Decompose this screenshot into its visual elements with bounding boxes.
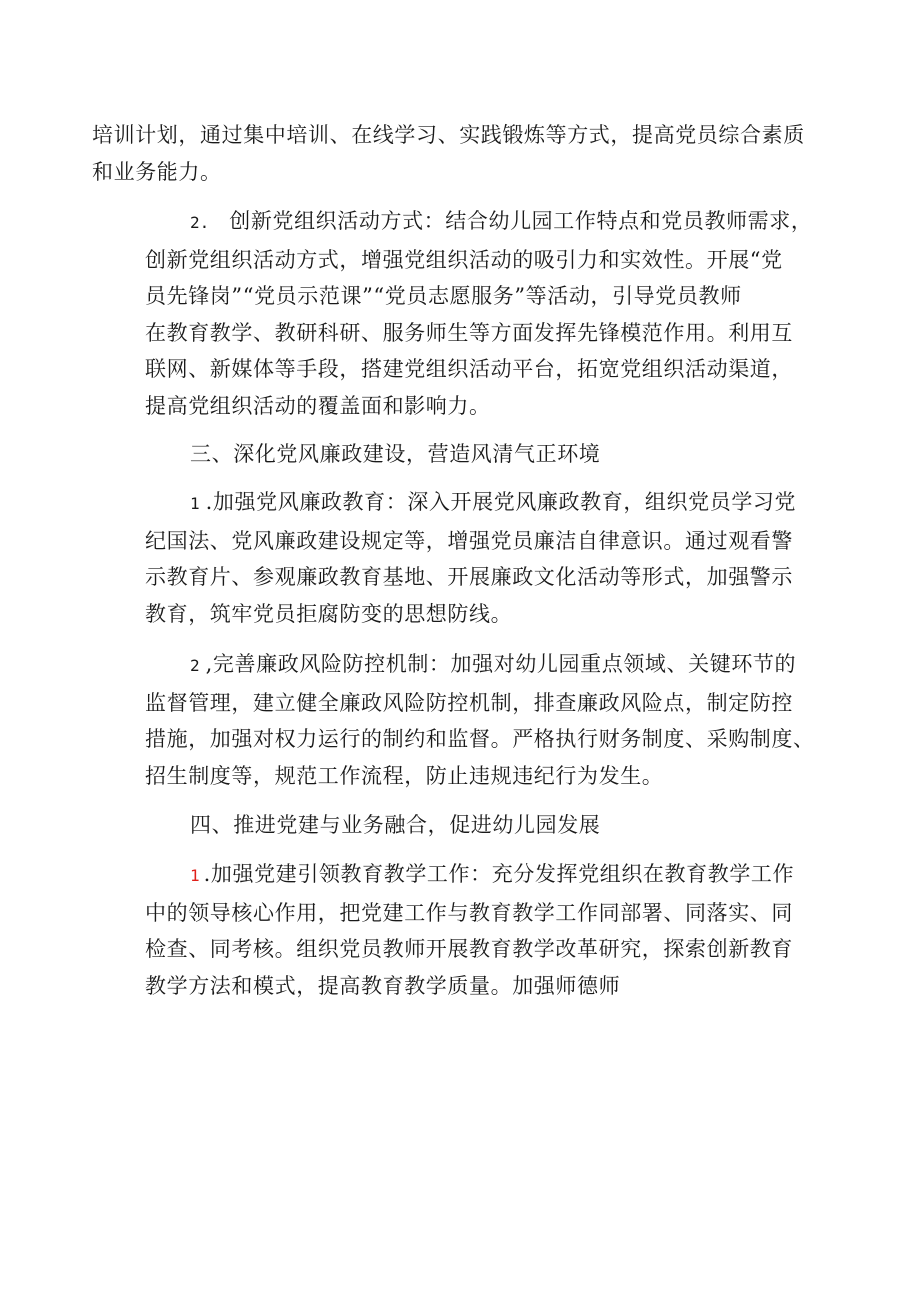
heading-text: 三、深化党风廉政建设，营造风清气正环境: [190, 442, 601, 466]
heading-text: 四、推进党建与业务融合，促进幼儿园发展: [190, 813, 601, 837]
paragraph-lead-text: ,完善廉政风险防控机制：加强对幼儿园重点领域、关键环节的: [205, 652, 797, 676]
text-line: 和业务能力。: [92, 159, 222, 184]
paragraph-training-plan: [92, 117, 805, 190]
text-line: 中的领导核心作用，把党建工作与教育教学工作同部署、同落实、同: [145, 900, 793, 925]
text-line: 创新党组织活动方式，增强党组织活动的吸引力和实效性。开展“党: [145, 247, 783, 272]
paragraph-risk-control: [145, 646, 815, 794]
list-number: 1: [190, 866, 200, 885]
text-line: 措施，加强对权力运行的制约和监督。严格执行财务制度、采购制度、: [145, 727, 815, 752]
section-heading-3: [190, 436, 600, 473]
text-line: 提高党组织活动的覆盖面和影响力。: [145, 393, 491, 418]
section-heading-4: [190, 807, 600, 844]
paragraph-lead-text: .加强党建引领教育教学工作：充分发挥党组织在教育教学工作: [203, 862, 795, 886]
text-line: 纪国法、党风廉政建设规定等，增强党员廉洁自律意识。通过观看警: [145, 528, 793, 553]
text-line: [145, 856, 794, 895]
paragraph-integrity-education: [145, 484, 796, 632]
list-number: 2.: [190, 213, 210, 232]
text-line: [145, 203, 812, 242]
paragraph-lead-text: 创新党组织活动方式：结合幼儿园工作特点和党员教师需求，: [229, 209, 813, 233]
paragraph-innovate-activities: [145, 203, 812, 425]
list-number: 2: [190, 656, 200, 675]
paragraph-party-leadership: [145, 856, 794, 1004]
text-line: 培训计划，通过集中培训、在线学习、实践锻炼等方式，提高党员综合素质: [92, 123, 805, 147]
text-line: 在教育教学、教研科研、服务师生等方面发挥先锋模范作用。利用互: [145, 320, 793, 345]
text-line: 监督管理，建立健全廉政风险防控机制，排查廉政风险点，制定防控: [145, 690, 793, 715]
list-number: 1: [190, 494, 200, 513]
text-line: 示教育片、参观廉政教育基地、开展廉政文化活动等形式，加强警示: [145, 565, 793, 590]
text-line: 教学方法和模式，提高教育教学质量。加强师德师: [145, 973, 621, 998]
text-line: [145, 484, 796, 523]
text-line: 员先锋岗”“党员示范课”“党员志愿服务”等活动，引导党员教师: [145, 284, 742, 309]
text-line: 检查、同考核。组织党员教师开展教育教学改革研究，探索创新教育: [145, 937, 793, 962]
text-line: 联网、新媒体等手段，搭建党组织活动平台，拓宽党组织活动渠道，: [145, 357, 793, 382]
text-line: [145, 646, 815, 685]
paragraph-lead-text: .加强党风廉政教育：深入开展党风廉政教育，组织党员学习党: [205, 490, 797, 514]
text-line: 招生制度等，规范工作流程，防止违规违纪行为发生。: [145, 763, 664, 788]
text-line: 教育，筑牢党员拒腐防变的思想防线。: [145, 601, 513, 626]
